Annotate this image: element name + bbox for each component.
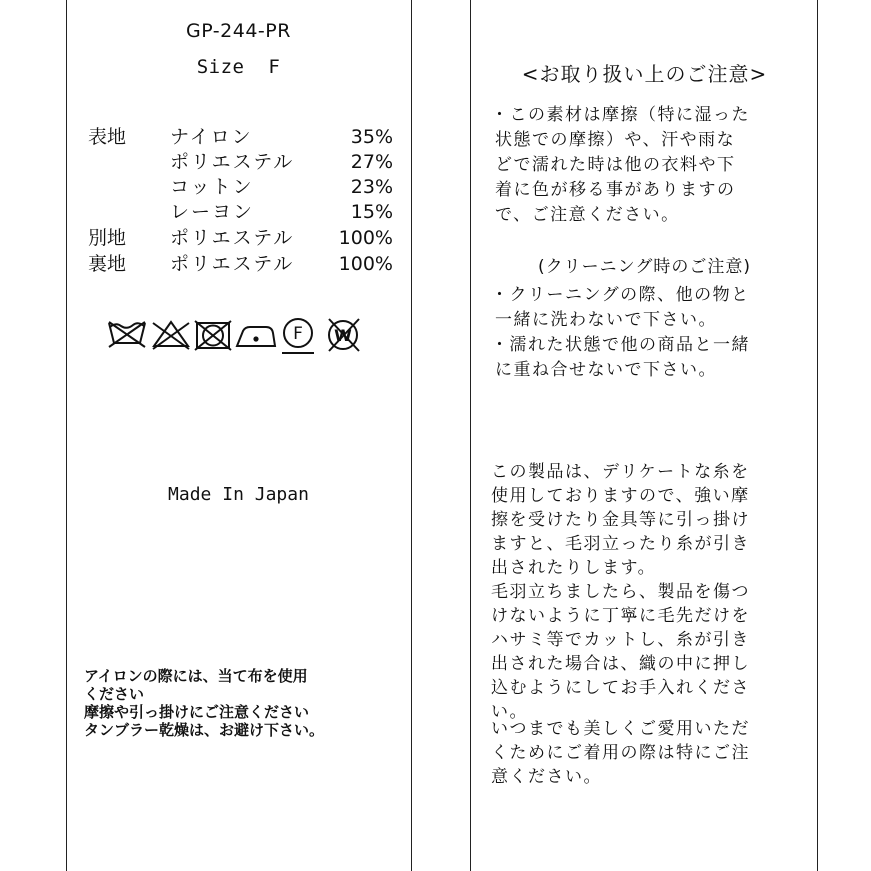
care-warning: タンブラー乾燥は、お避け下さい。	[84, 721, 325, 739]
product-care-line: いつまでも美しくご愛用いただ	[491, 719, 750, 739]
product-care-line: この製品は、デリケートな糸を	[491, 462, 750, 482]
composition-label	[66, 0, 411, 871]
care-warning: アイロンの際には、当て布を使用	[84, 667, 308, 685]
wet-clean-letter: W	[334, 326, 352, 345]
product-care-line: 出された場合は、織の中に押し	[491, 654, 750, 674]
notice-line: ・この素材は摩擦（特に湿った	[491, 105, 750, 125]
fiber-row	[88, 175, 393, 200]
cleaning-line: に重ね合せないで下さい。	[495, 360, 717, 380]
fiber-percent: 35%	[350, 126, 393, 148]
product-care-line: 意ください。	[491, 767, 602, 787]
no-washing-icon	[109, 322, 145, 347]
low-iron-icon	[237, 327, 275, 346]
care-warning: 摩擦や引っ掛けにご注意ください	[84, 703, 310, 721]
dry-clean-letter: F	[293, 324, 303, 344]
product-care-line: い。	[491, 702, 528, 722]
fiber-part: 別地	[88, 227, 127, 249]
fiber-material: ポリエステル	[170, 253, 295, 275]
label-border-left-inner	[411, 0, 412, 871]
fiber-percent: 27%	[350, 151, 393, 173]
fiber-material: ポリエステル	[170, 151, 295, 173]
fiber-percent: 100%	[338, 253, 393, 275]
fiber-row	[88, 200, 393, 225]
product-care-line: 毛羽立ちましたら、製品を傷つ	[491, 582, 750, 602]
product-care-line: ますと、毛羽立ったり糸が引き	[491, 534, 750, 554]
fiber-row	[88, 150, 393, 175]
fiber-part: 表地	[88, 126, 127, 148]
fiber-material: ナイロン	[170, 126, 253, 148]
handling-label	[471, 0, 818, 871]
cleaning-line: 一緒に洗わないで下さい。	[495, 310, 717, 330]
fiber-percent: 100%	[338, 227, 393, 249]
fiber-row	[88, 125, 393, 150]
no-tumble-dry-icon	[195, 321, 231, 350]
cleaning-line: ・濡れた状態で他の商品と一緒	[491, 335, 750, 355]
notice-line: どで濡れた時は他の衣料や下	[495, 155, 736, 175]
fiber-percent: 15%	[350, 201, 393, 223]
notice-line: 着に色が移る事がありますの	[495, 180, 736, 200]
fiber-percent: 23%	[350, 176, 393, 198]
care-symbols	[106, 315, 371, 357]
care-warning: ください	[84, 685, 145, 703]
product-care-line: 込むようにしてお手入れくださ	[491, 678, 750, 698]
fiber-material: ポリエステル	[170, 227, 295, 249]
product-care-line: 出されたりします。	[491, 558, 657, 578]
cleaning-line: ・クリーニングの際、他の物と	[491, 285, 750, 305]
product-care-line: けないように丁寧に毛先だけを	[491, 606, 750, 626]
cleaning-title: (クリーニング時のご注意)	[538, 257, 751, 277]
size-line: Size F	[196, 56, 281, 78]
fiber-part: 裏地	[88, 253, 127, 275]
fiber-material: レーヨン	[170, 201, 255, 223]
made-in-label: Made In Japan	[168, 484, 309, 505]
no-bleach-icon	[153, 322, 189, 349]
product-care-line: 擦を受けたり金具等に引っ掛け	[491, 510, 750, 530]
product-care-line: くためにご着用の際は特にご注	[491, 743, 750, 763]
fiber-row	[88, 226, 393, 251]
fiber-row	[88, 252, 393, 277]
notice-line: で、ご注意ください。	[495, 205, 680, 225]
product-care-line: ハサミ等でカットし、糸が引き	[491, 630, 750, 650]
notice-title: <お取り扱い上のご注意>	[521, 62, 768, 86]
fiber-material: コットン	[170, 176, 254, 198]
product-care-line: 使用しておりますので、強い摩	[491, 486, 750, 506]
notice-line: 状態での摩擦）や、汗や雨な	[495, 130, 736, 150]
product-code: GP-244-PR	[186, 20, 291, 42]
